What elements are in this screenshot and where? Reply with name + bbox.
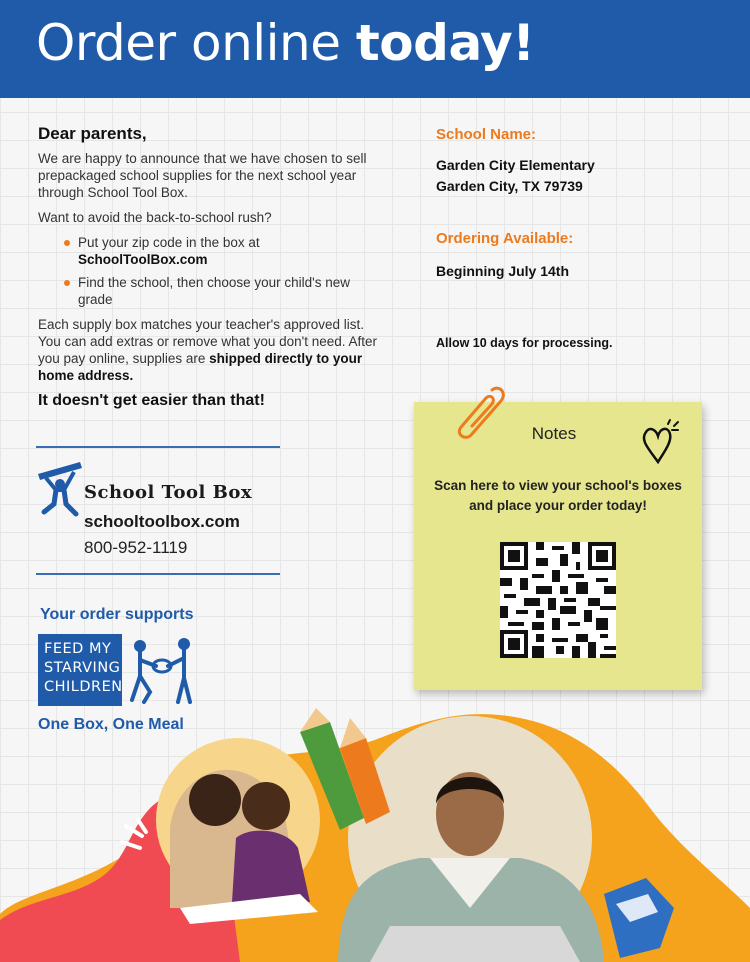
charity-slogan: One Box, One Meal [38,716,184,733]
paperclip-icon [452,384,506,442]
tagline: It doesn't get easier than that! [38,392,265,409]
brand-name: School Tool Box [84,482,253,503]
supports-label: Your order supports [40,606,194,623]
brand-url[interactable]: schooltoolbox.com [84,512,240,531]
family-photo-collage [0,708,750,962]
page-title: Order online today! [36,14,535,72]
notes-text: Scan here to view your school's boxes and place your order today! [434,478,682,513]
divider-bottom [36,573,280,575]
intro-paragraph: We are happy to announce that we have chosen to sell prepackaged school supplies for the next school year through School Tool Box. [38,151,367,200]
school-info [436,126,595,197]
step-find-school: Find the school, then choose your child's new grade [64,274,378,308]
brand-phone: 800-952-1119 [84,538,188,557]
charity-figures-icon [126,636,198,706]
ordering-info [436,230,573,282]
school-name-label: School Name: [436,126,537,143]
header-banner [0,0,750,98]
school-tool-box-logo-icon [36,460,84,518]
schooltoolbox-link[interactable]: SchoolToolBox.com [78,252,208,267]
ordering-label: Ordering Available: [436,230,574,247]
school-city: Garden City, TX 79739 [436,178,583,194]
feed-my-starving-children-logo: FEED MY STARVING CHILDREN [38,634,198,706]
greeting: Dear parents, [38,124,147,143]
steps-list [64,234,378,308]
notes-title: Notes [531,424,577,443]
ordering-date: Beginning July 14th [436,263,570,279]
divider-top [36,446,280,448]
school-name: Garden City Elementary [436,157,595,173]
question-paragraph: Want to avoid the back-to-school rush? [38,210,272,225]
step-zip-code: Put your zip code in the box at SchoolToolBox.com [64,234,378,268]
qr-code-icon[interactable] [500,542,616,658]
letter [38,124,378,410]
details-paragraph: Each supply box matches your teacher's approved list. You can add extras or remove what you don't need. After you pay online, supplies are shipped directly to your home address. [38,317,378,383]
heart-doodle-icon [638,418,680,466]
processing-note: Allow 10 days for processing. [436,336,613,350]
